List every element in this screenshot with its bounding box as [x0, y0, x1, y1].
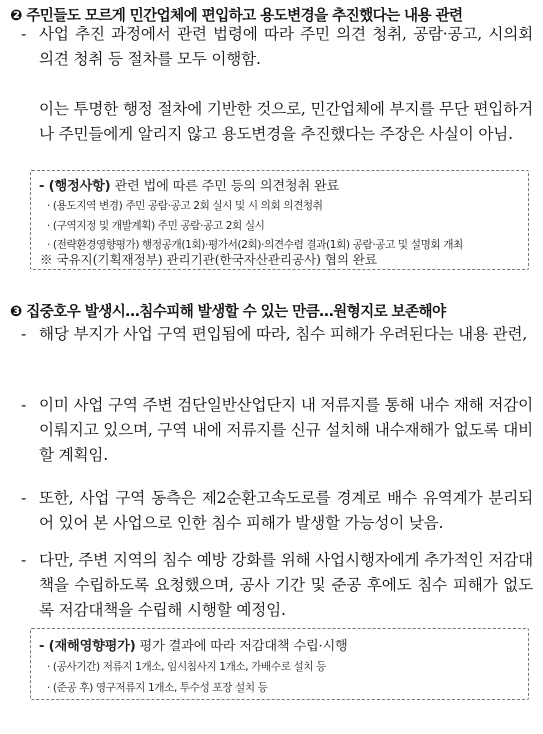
box-item: · (준공 후) 영구저류지 1개소, 투수성 포장 설치 등	[47, 682, 268, 694]
section-3-heading: ❸ 집중호우 발생시…침수피해 발생할 수 있는 만큼…원형지로 보존해야	[10, 303, 446, 320]
paragraph-text: 이미 사업 구역 주변 검단일반산업단지 내 저류지를 통해 내수 재해 저감이 이뤄지고 있으며, 구역 내에 저류지를 신규 설치해 내수재해가 없도록 대비할 계획임.	[39, 396, 533, 464]
bullet-dash: -	[21, 25, 27, 43]
box-title-text: 평가 결과에 따라 저감대책 수립·시행	[135, 639, 348, 654]
box-item: · (용도지역 변경) 주민 공람·공고 2회 실시 및 시 의회 의견청취	[47, 200, 323, 212]
section-3-paragraph-2	[21, 393, 533, 468]
paragraph-text: 이는 투명한 행정 절차에 기반한 것으로, 민간업체에 부지를 무단 편입하거나 주민들에게 알리지 않고 용도변경을 추진했다는 주장은 사실이 아님.	[39, 100, 533, 143]
paragraph-text: 해당 부지가 사업 구역 편입됨에 따라, 침수 피해가 우려된다는 내용 관련,	[39, 325, 528, 343]
box-title-text: 관련 법에 따른 주민 등의 의견청취 완료	[110, 179, 340, 194]
paragraph-text: 사업 추진 과정에서 관련 법령에 따라 주민 의견 청취, 공람·공고, 시의회 의견 청취 등 절차를 모두 이행함.	[39, 25, 533, 68]
section-3-paragraph-4	[21, 548, 533, 623]
box-item: · (공사기간) 저류지 1개소, 임시침사지 1개소, 가배수로 설치 등	[47, 661, 326, 673]
box-item: · (구역지정 및 개발계획) 주민 공람·공고 2회 실시	[47, 220, 265, 232]
bullet-dash: -	[21, 489, 27, 507]
section-2-paragraph-2	[21, 97, 533, 147]
paragraph-text: 다만, 주변 지역의 침수 예방 강화를 위해 사업시행자에게 추가적인 저감대책을 수립하도록 요청했으며, 공사 기간 및 준공 후에도 침수 피해가 없도록 저감대책을 수립해 시행할 예정임.	[39, 551, 533, 619]
section-3-disaster-box	[30, 628, 529, 700]
box-title	[39, 175, 339, 194]
bullet-dash: -	[21, 396, 27, 414]
bullet-dash: -	[21, 325, 27, 343]
section-2-paragraph-1	[21, 22, 533, 72]
box-title-label: - (행정사항)	[39, 179, 111, 194]
bullet-dash: -	[21, 551, 27, 569]
section-2-heading: ❷ 주민들도 모르게 민간업체에 편입하고 용도변경을 추진했다는 내용 관련	[10, 7, 463, 24]
paragraph-text: 또한, 사업 구역 동측은 제2순환고속도로를 경계로 배수 유역계가 분리되어 있어 본 사업으로 인한 침수 피해가 발생할 가능성이 낮음.	[39, 489, 533, 532]
section-3-paragraph-1	[21, 322, 533, 347]
box-note: ※ 국유지(기획재정부) 관리기관(한국자산관리공사) 협의 완료	[40, 252, 377, 267]
section-3-paragraph-3	[21, 486, 533, 536]
box-item: · (전략환경영향평가) 행정공개(1회)·평가서(2회)·의견수렴 결과(1회) 공람·공고 및 설명회 개최	[47, 239, 463, 251]
section-2-admin-box	[30, 170, 529, 270]
box-title	[39, 635, 348, 654]
box-title-label: - (재해영향평가)	[39, 639, 136, 654]
